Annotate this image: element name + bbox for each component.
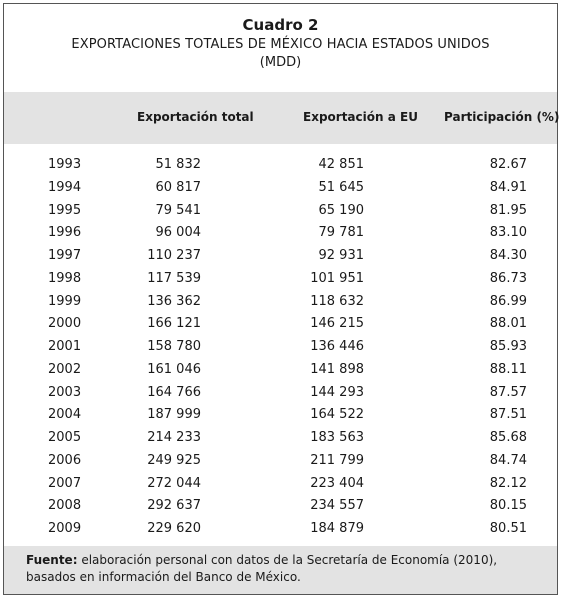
cell-total-export: 136 362 xyxy=(147,293,201,309)
cell-year: 2005 xyxy=(48,430,82,445)
cell-eu-export: 42 851 xyxy=(318,157,364,172)
table-row xyxy=(4,518,557,541)
column-header-share: Participación (%) xyxy=(444,110,560,124)
cell-eu-export: 211 799 xyxy=(310,452,364,468)
cell-eu-export: 223 404 xyxy=(310,475,364,491)
table-row xyxy=(4,404,557,427)
column-header-eu: Exportación a EU xyxy=(303,110,418,124)
cell-share: 84.74 xyxy=(489,452,527,468)
cell-year: 2004 xyxy=(48,407,82,423)
cell-total-export: 249 925 xyxy=(147,452,201,468)
cell-total-export: 158 780 xyxy=(147,339,201,354)
cell-share: 85.68 xyxy=(489,430,527,445)
cell-eu-export: 118 632 xyxy=(310,293,364,309)
cell-share: 87.57 xyxy=(489,384,527,400)
cell-year: 1997 xyxy=(48,248,82,263)
cell-eu-export: 101 951 xyxy=(310,270,364,286)
cell-year: 2002 xyxy=(48,361,82,377)
table-row xyxy=(4,450,557,473)
table-body xyxy=(4,154,557,541)
cell-year: 2007 xyxy=(48,475,82,491)
cell-total-export: 229 620 xyxy=(147,521,201,536)
footnote xyxy=(4,546,557,594)
cell-year: 2008 xyxy=(48,498,82,514)
table-row xyxy=(4,473,557,496)
cell-year: 2003 xyxy=(48,384,82,400)
table-row xyxy=(4,495,557,518)
cell-share: 87.51 xyxy=(489,407,527,423)
cell-share: 84.30 xyxy=(489,248,527,263)
table-row xyxy=(4,359,557,382)
cell-year: 1996 xyxy=(48,225,82,241)
cell-share: 81.95 xyxy=(489,202,527,218)
cell-eu-export: 234 557 xyxy=(310,498,364,514)
table-title: EXPORTACIONES TOTALES DE MÉXICO HACIA ESTADOS UNIDOS xyxy=(71,37,490,52)
cell-eu-export: 183 563 xyxy=(310,430,364,445)
cell-share: 86.73 xyxy=(489,270,527,286)
cell-total-export: 117 539 xyxy=(147,270,201,286)
cell-total-export: 96 004 xyxy=(155,225,201,241)
cell-total-export: 214 233 xyxy=(147,430,201,445)
cell-total-export: 272 044 xyxy=(147,475,201,491)
table-row xyxy=(4,154,557,177)
table-row xyxy=(4,427,557,450)
cell-year: 1994 xyxy=(48,179,82,195)
column-header-total: Exportación total xyxy=(137,110,254,124)
cell-share: 80.51 xyxy=(489,521,527,536)
cell-year: 1995 xyxy=(48,202,82,218)
table-row xyxy=(4,382,557,405)
cell-year: 2009 xyxy=(48,521,82,536)
cell-share: 85.93 xyxy=(489,339,527,354)
cell-year: 2001 xyxy=(48,339,82,354)
table-row xyxy=(4,222,557,245)
cell-total-export: 110 237 xyxy=(147,248,201,263)
table-frame xyxy=(3,3,558,595)
cell-eu-export: 51 645 xyxy=(318,179,364,195)
cell-total-export: 161 046 xyxy=(147,361,201,377)
cell-share: 82.12 xyxy=(489,475,527,491)
cell-share: 82.67 xyxy=(489,157,527,172)
cell-eu-export: 184 879 xyxy=(310,521,364,536)
cell-total-export: 187 999 xyxy=(147,407,201,423)
cell-eu-export: 136 446 xyxy=(310,339,364,354)
cell-year: 1993 xyxy=(48,157,82,172)
cell-eu-export: 65 190 xyxy=(318,202,364,218)
cell-eu-export: 92 931 xyxy=(318,248,364,263)
table-row xyxy=(4,200,557,223)
table-row xyxy=(4,313,557,336)
cell-share: 88.01 xyxy=(489,316,527,332)
cell-total-export: 79 541 xyxy=(155,202,201,218)
table-row xyxy=(4,291,557,314)
footnote-text: elaboración personal con datos de la Secretaría de Economía (2010), basados en información del Banco de México. xyxy=(26,553,498,584)
cell-total-export: 60 817 xyxy=(155,179,201,195)
table-row xyxy=(4,268,557,291)
cell-year: 2000 xyxy=(48,316,82,332)
footnote-label: Fuente: xyxy=(26,553,78,567)
table-row xyxy=(4,336,557,359)
cell-eu-export: 164 522 xyxy=(310,407,364,423)
table-row xyxy=(4,177,557,200)
cell-eu-export: 146 215 xyxy=(310,316,364,332)
cell-eu-export: 144 293 xyxy=(310,384,364,400)
cell-eu-export: 79 781 xyxy=(318,225,364,241)
cell-year: 1998 xyxy=(48,270,82,286)
cell-share: 86.99 xyxy=(489,293,527,309)
cell-share: 84.91 xyxy=(489,179,527,195)
cell-year: 2006 xyxy=(48,452,82,468)
table-label: Cuadro 2 xyxy=(242,16,319,34)
cell-share: 80.15 xyxy=(489,498,527,514)
cell-share: 88.11 xyxy=(489,361,527,377)
cell-total-export: 166 121 xyxy=(147,316,201,332)
cell-total-export: 164 766 xyxy=(147,384,201,400)
cell-share: 83.10 xyxy=(489,225,527,241)
cell-year: 1999 xyxy=(48,293,82,309)
cell-total-export: 292 637 xyxy=(147,498,201,514)
table-row xyxy=(4,245,557,268)
table-unit: (MDD) xyxy=(259,55,302,70)
table-header xyxy=(4,4,557,92)
cell-eu-export: 141 898 xyxy=(310,361,364,377)
cell-total-export: 51 832 xyxy=(155,157,201,172)
